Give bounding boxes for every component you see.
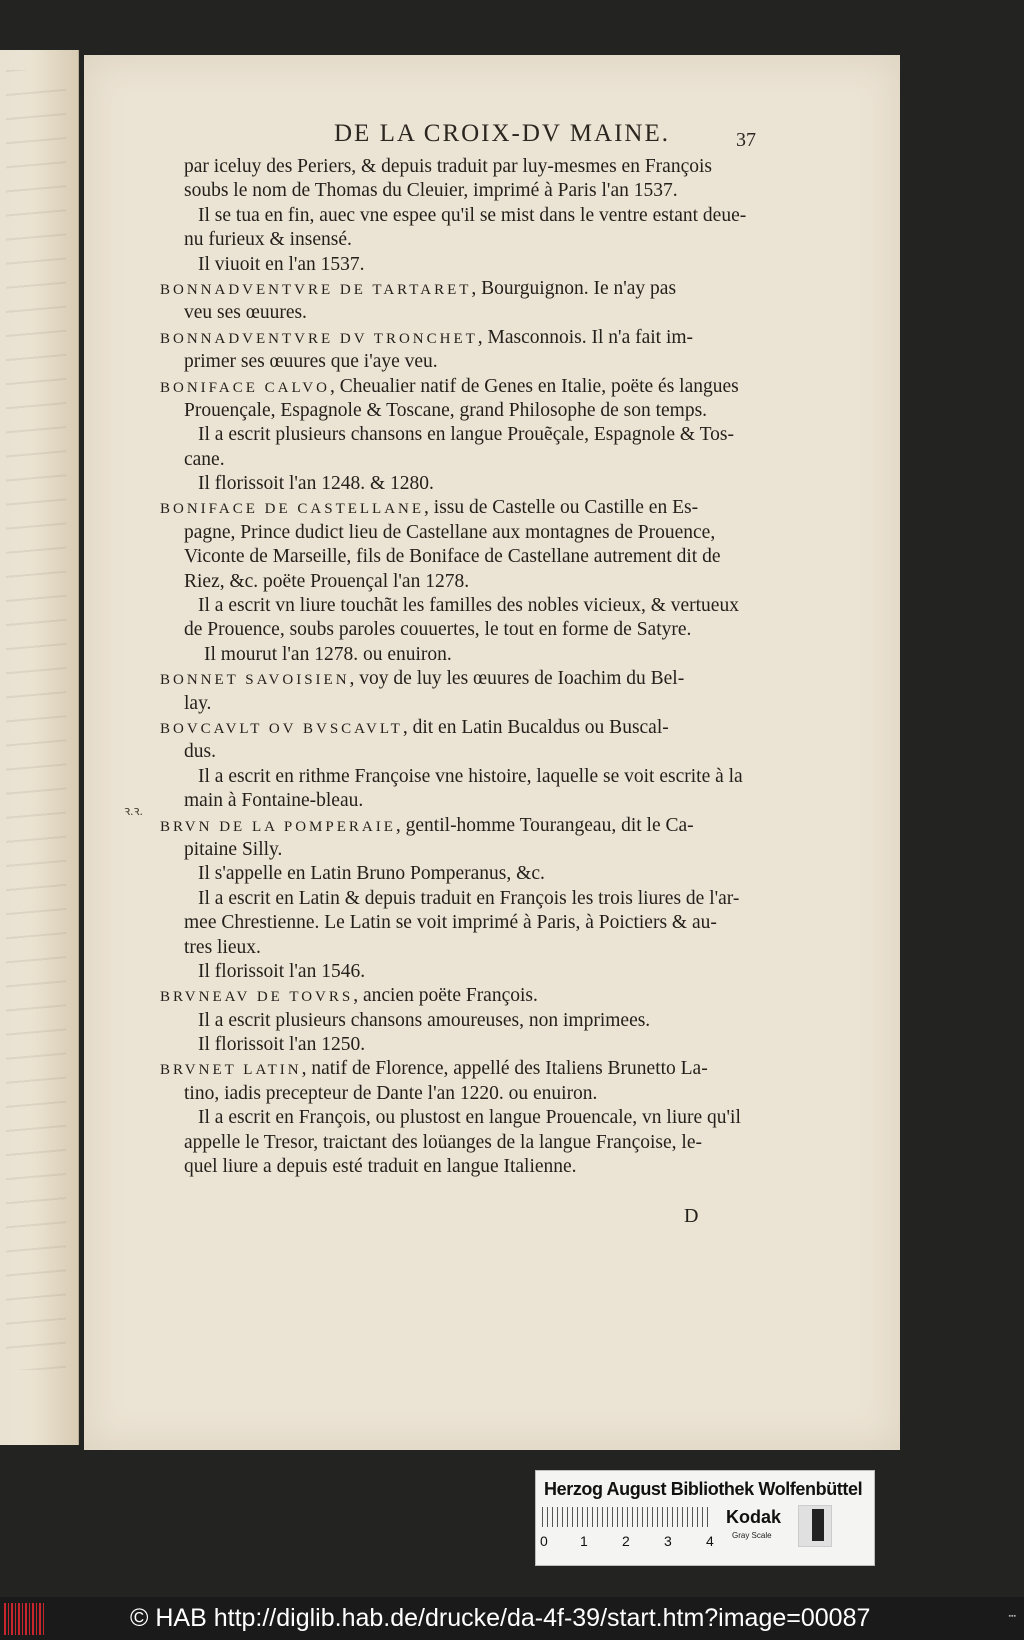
line-text: Il florissoit l'an 1248. & 1280. [198, 473, 434, 495]
line-text: Riez, &c. poëte Prouençal l'an 1278. [184, 570, 470, 592]
text-line [160, 301, 810, 325]
text-line [160, 155, 810, 179]
line-text: par iceluy des Periers, & depuis traduit par luy-mesmes en François [184, 156, 712, 177]
text-line [160, 1155, 810, 1179]
line-text: pitaine Silly. [184, 838, 283, 860]
entry-name: BRVNEAV DE TOVRS [160, 989, 354, 1006]
line-text: veu ses œuures. [184, 302, 307, 324]
text-line [160, 570, 810, 594]
text-line [160, 960, 810, 984]
entry-name: BONNET SAVOISIEN [160, 672, 350, 689]
text-line [160, 936, 810, 960]
line-text: Prouençale, Espagnole & Toscane, grand Philosophe de son temps. [184, 399, 708, 421]
text-line [160, 399, 810, 423]
line-text: , natif de Florence, appellé des Italiens Brunetto La- [301, 1058, 708, 1080]
text-line [160, 643, 810, 667]
line-text: Il a escrit en Latin & depuis traduit en François les trois liures de l'ar- [198, 887, 740, 909]
entry-heading-line [160, 1057, 810, 1081]
margin-mark: ꝛ.ꝛ. [124, 803, 143, 818]
line-text: , Bourguignon. Ie n'ay pas [471, 277, 677, 299]
scale-label: 0 [540, 1533, 548, 1549]
barcode-icon [4, 1603, 46, 1635]
left-facing-page [0, 50, 79, 1445]
line-text: Il florissoit l'an 1250. [198, 1034, 366, 1056]
entry-heading-line [160, 277, 810, 301]
line-text: , voy de luy les œuures de Ioachim du Bel- [349, 668, 685, 690]
line-text: Il s'appelle en Latin Bruno Pomperanus, &c. [198, 863, 545, 885]
line-text: , Cheualier natif de Genes en Italie, poëte és langues [329, 375, 739, 397]
line-text: dus. [184, 741, 216, 763]
text-line [160, 179, 810, 203]
black-swatch [812, 1509, 824, 1541]
scale-label: 1 [580, 1533, 588, 1549]
entry-heading-line [160, 496, 810, 520]
line-text: , issu de Castelle ou Castille en Es- [424, 497, 699, 519]
page-number: 37 [736, 129, 756, 151]
book-page [84, 55, 900, 1450]
line-text: Il a escrit plusieurs chansons en langue Prouẽçale, Espagnole & Tos- [198, 424, 735, 446]
entry-name: BRVN DE LA POMPERAIE [160, 818, 396, 835]
text-line [160, 204, 810, 228]
line-text: cane. [184, 448, 225, 470]
scale-label: 2 [622, 1533, 630, 1549]
line-text: Il a escrit vn liure touchãt les familles des nobles vicieux, & vertueux [198, 595, 739, 617]
line-text: tres lieux. [184, 936, 261, 958]
text-line [160, 789, 810, 813]
line-text: tino, iadis precepteur de Dante l'an 1220. ou enuiron. [184, 1082, 598, 1104]
text-line [160, 472, 810, 496]
text-line [160, 838, 810, 862]
line-text: Viconte de Marseille, fils de Boniface de Castellane autrement dit de [184, 546, 721, 568]
entry-heading-line [160, 667, 810, 691]
line-text: Il a escrit plusieurs chansons amoureuses, non imprimees. [198, 1009, 651, 1031]
text-line [160, 1106, 810, 1130]
line-text: , ancien poëte François. [353, 985, 538, 1007]
line-text: mee Chrestienne. Le Latin se voit imprimé à Paris, à Poictiers & au- [184, 912, 717, 934]
text-line [160, 350, 810, 374]
line-text: Il florissoit l'an 1546. [198, 960, 366, 982]
entry-name: BRVNET LATIN [160, 1062, 302, 1079]
text-line [160, 618, 810, 642]
line-text: Il a escrit en rithme Françoise vne histoire, laquelle se voit escrite à la [198, 765, 743, 787]
text-line [160, 1009, 810, 1033]
line-text: main à Fontaine-bleau. [184, 790, 364, 812]
library-color-card [535, 1470, 875, 1566]
entry-name: BONNADVENTVRE DV TRONCHET [160, 330, 478, 347]
text-line [160, 253, 810, 277]
line-text: Il mourut l'an 1278. ou enuiron. [204, 643, 452, 665]
line-text: Il a escrit en François, ou plustost en langue Prouencale, vn liure qu'il [198, 1107, 741, 1129]
line-text: , gentil-homme Tourangeau, dit le Ca- [395, 814, 694, 836]
line-text: , Masconnois. Il n'a fait im- [477, 326, 694, 348]
entry-heading-line [160, 814, 810, 838]
text-line [160, 448, 810, 472]
entry-name: BONIFACE DE CASTELLANE [160, 501, 425, 518]
gray-scale-label: Gray Scale [732, 1531, 772, 1540]
show-through-text [6, 70, 66, 1370]
entry-name: BOVCAVLT OV BVSCAVLT [160, 720, 403, 737]
text-line [160, 423, 810, 447]
line-text: appelle le Tresor, traictant des loüanges de la langue Françoise, le- [184, 1131, 702, 1153]
scale-label: 4 [706, 1533, 714, 1549]
text-line [160, 545, 810, 569]
line-text: quel liure a depuis esté traduit en langue Italienne. [184, 1156, 577, 1178]
entry-heading-line [160, 326, 810, 350]
text-line [160, 521, 810, 545]
line-text: Il se tua en fin, auec vne espee qu'il se mist dans le ventre estant deue- [198, 204, 747, 226]
card-title: Herzog August Bibliothek Wolfenbüttel [544, 1479, 863, 1499]
line-text: soubs le nom de Thomas du Cleuier, imprimé à Paris l'an 1537. [184, 180, 678, 202]
text-line [160, 1033, 810, 1057]
line-text: pagne, Prince dudict lieu de Castellane aux montagnes de Prouence, [184, 521, 716, 543]
entry-heading-line [160, 716, 810, 740]
text-block [160, 155, 810, 1179]
text-line [160, 862, 810, 886]
entry-name: BONIFACE CALVO [160, 379, 330, 396]
text-line [160, 692, 810, 716]
entry-name: BONNADVENTVRE DE TARTARET [160, 281, 472, 298]
footer-mark: ▪▪▪ [1008, 1613, 1016, 1620]
entry-heading-line [160, 375, 810, 399]
text-line [160, 911, 810, 935]
text-line [160, 887, 810, 911]
text-line [160, 228, 810, 252]
line-text: nu furieux & insensé. [184, 229, 352, 251]
text-line [160, 1131, 810, 1155]
footer-bar [0, 1597, 1024, 1640]
scale-label: 3 [664, 1533, 672, 1549]
line-text: lay. [184, 692, 212, 714]
entry-heading-line [160, 984, 810, 1008]
catchword: D [684, 1205, 699, 1227]
text-line [160, 594, 810, 618]
text-line [160, 740, 810, 764]
text-line [160, 765, 810, 789]
text-line [160, 1082, 810, 1106]
line-text: de Prouence, soubs paroles couuertes, le tout en forme de Satyre. [184, 619, 692, 641]
scale-ruler [542, 1507, 712, 1527]
running-head: DE LA CROIX-DV MAINE. [334, 120, 670, 147]
source-link[interactable]: © HAB http://diglib.hab.de/drucke/da-4f-39/start.htm?image=00087 [130, 1604, 871, 1632]
line-text: , dit en Latin Bucaldus ou Buscal- [402, 716, 669, 738]
line-text: primer ses œuures que i'aye veu. [184, 351, 438, 373]
kodak-logo: Kodak [726, 1507, 782, 1527]
line-text: Il viuoit en l'an 1537. [198, 253, 365, 275]
